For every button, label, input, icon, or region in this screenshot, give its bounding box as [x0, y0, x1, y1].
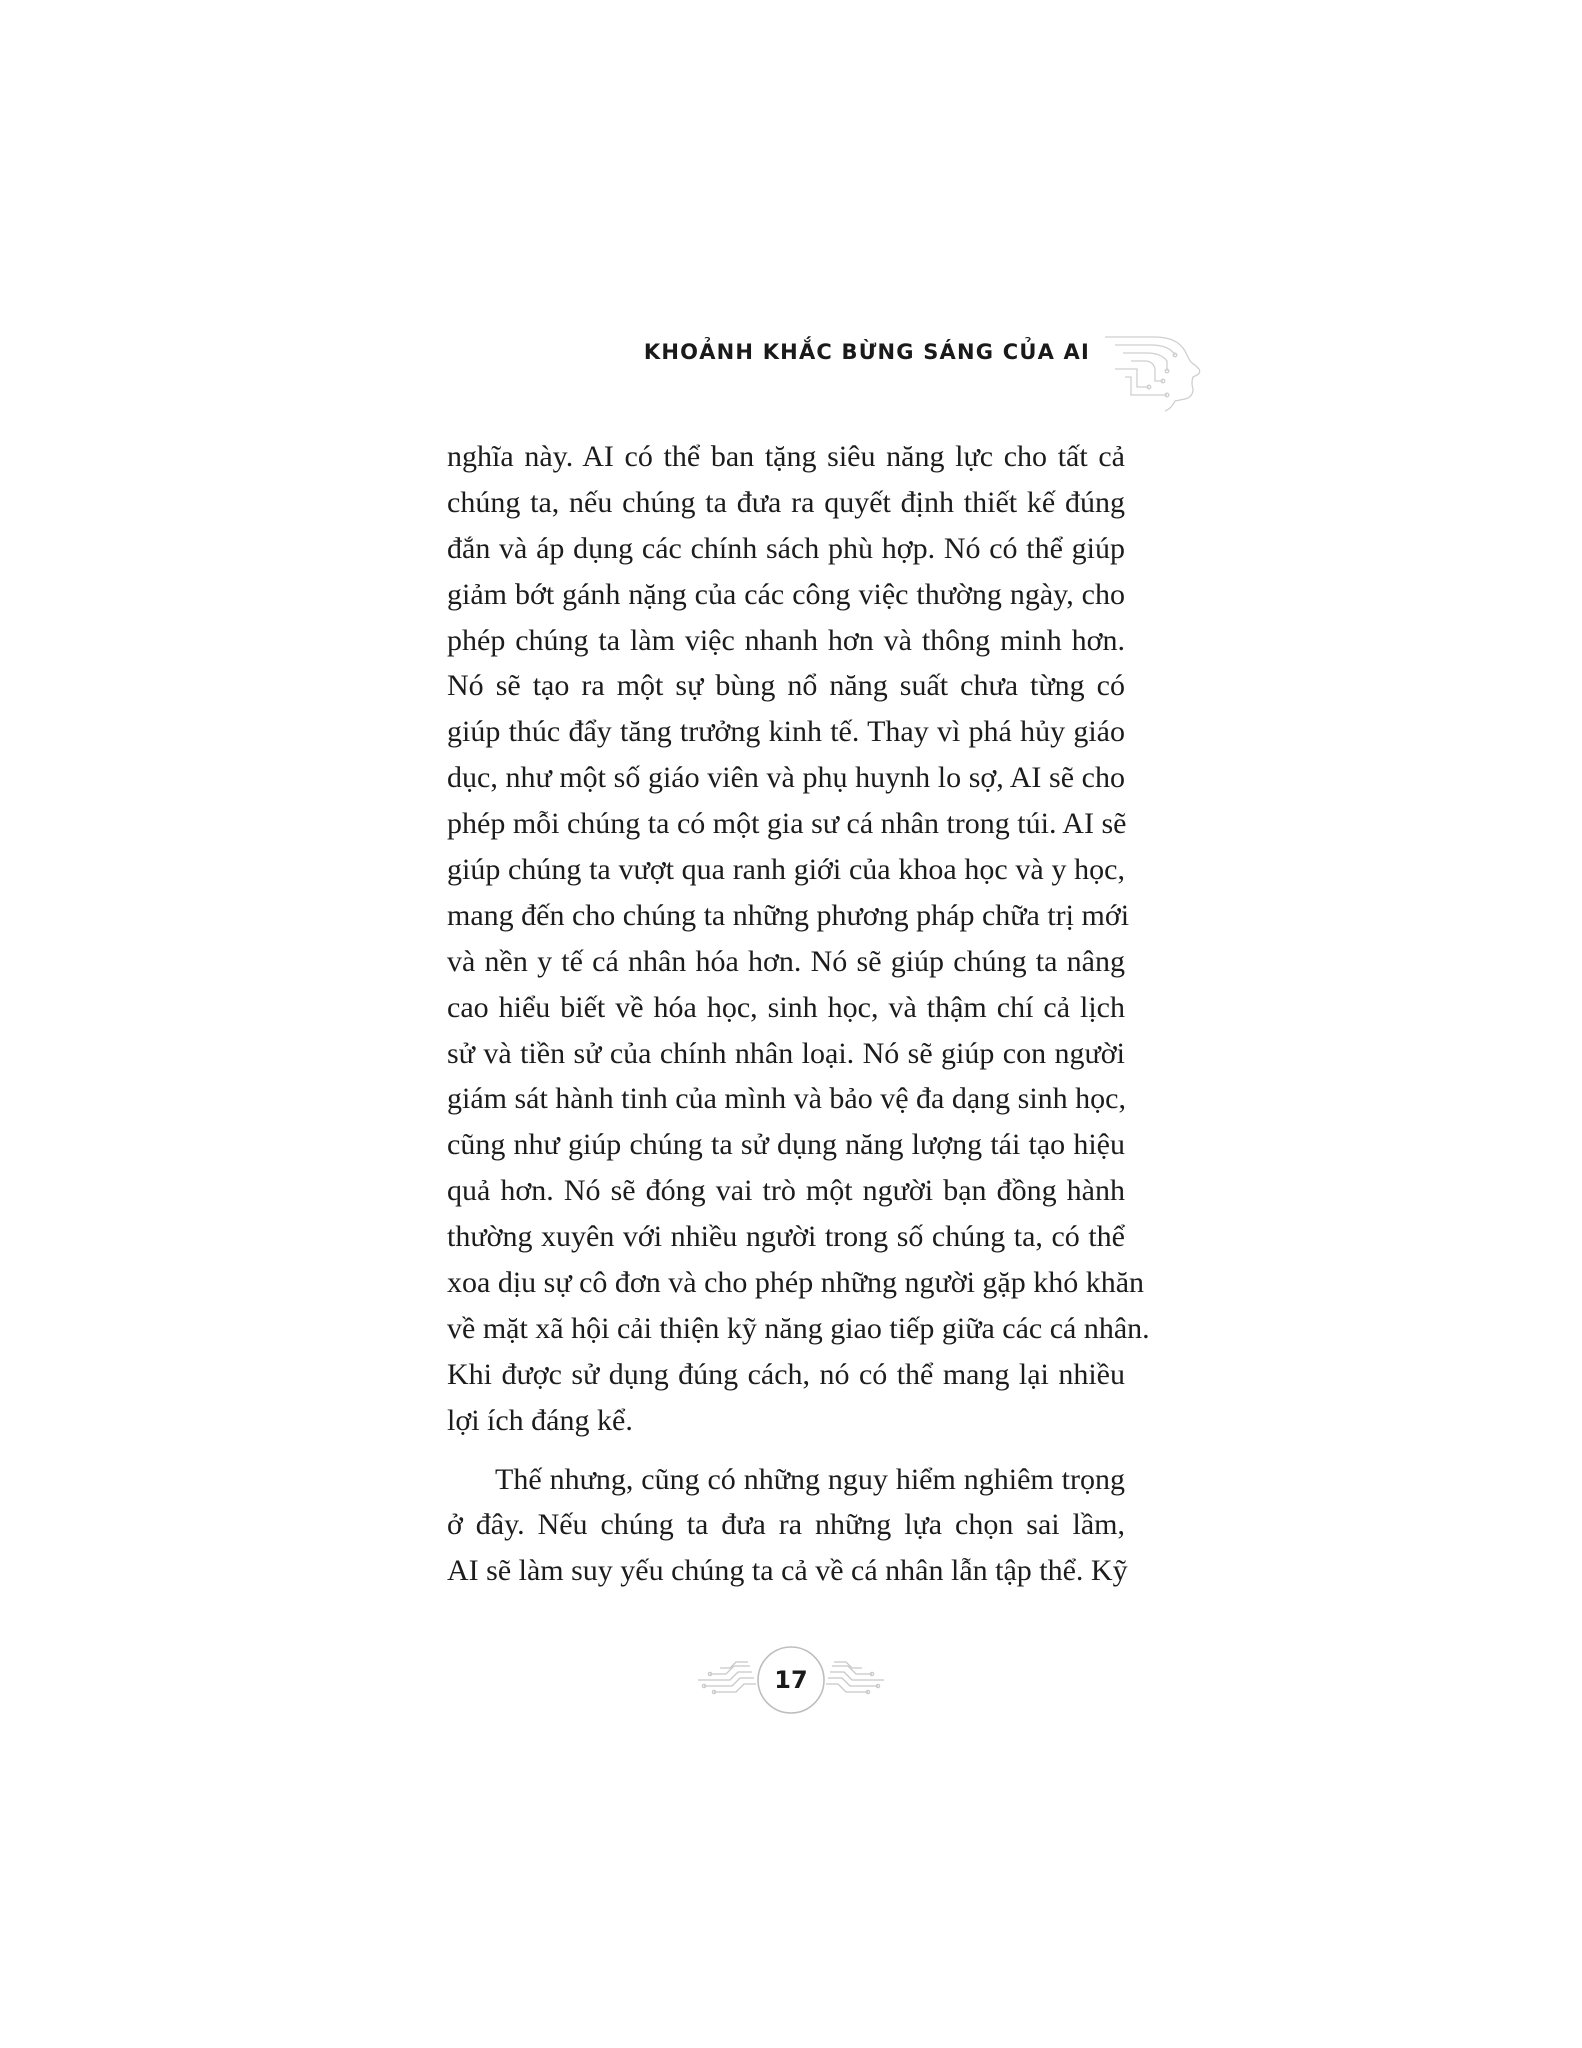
text-line: lợi ích đáng kể. — [447, 1403, 633, 1437]
text-line: dục, như một số giáo viên và phụ huynh lo sợ, AI sẽ cho — [447, 761, 1125, 795]
text-line: quả hơn. Nó sẽ đóng vai trò một người bạn đồng hành — [447, 1174, 1125, 1208]
text-line: phép chúng ta làm việc nhanh hơn và thông minh hơn. — [447, 623, 1125, 657]
text-line: Nó sẽ tạo ra một sự bùng nổ năng suất chưa từng có — [447, 669, 1125, 703]
text-line: phép mỗi chúng ta có một gia sư cá nhân trong túi. AI sẽ — [447, 807, 1127, 841]
paragraph-spacer — [447, 1444, 1125, 1457]
text-line: giúp thúc đẩy tăng trưởng kinh tế. Thay vì phá hủy giáo — [447, 715, 1125, 749]
body-text — [447, 434, 1150, 1594]
text-line: Thế nhưng, cũng có những nguy hiểm nghiêm trọng — [495, 1462, 1125, 1496]
text-line: giúp chúng ta vượt qua ranh giới của khoa học và y học, — [447, 853, 1125, 887]
text-line: cũng như giúp chúng ta sử dụng năng lượng tái tạo hiệu — [447, 1128, 1125, 1162]
text-line: sử và tiền sử của chính nhân loại. Nó sẽ giúp con người — [447, 1036, 1125, 1070]
text-line: giám sát hành tinh của mình và bảo vệ đa dạng sinh học, — [447, 1082, 1126, 1116]
text-line: thường xuyên với nhiều người trong số chúng ta, có thể — [447, 1220, 1125, 1254]
running-header: KHOẢNH KHẮC BỪNG SÁNG CỦA AI — [643, 340, 1090, 364]
text-line: đắn và áp dụng các chính sách phù hợp. Nó có thể giúp — [447, 531, 1125, 565]
text-line: về mặt xã hội cải thiện kỹ năng giao tiếp giữa các cá nhân. — [447, 1311, 1150, 1345]
text-line: nghĩa này. AI có thể ban tặng siêu năng lực cho tất cả — [447, 440, 1125, 473]
paragraph — [447, 434, 1150, 1444]
text-line: AI sẽ làm suy yếu chúng ta cả về cá nhân lẫn tập thể. Kỹ — [447, 1554, 1128, 1588]
text-line: và nền y tế cá nhân hóa hơn. Nó sẽ giúp chúng ta nâng — [447, 944, 1125, 978]
text-line: chúng ta, nếu chúng ta đưa ra quyết định thiết kế đúng — [447, 485, 1125, 519]
page-number: 17 — [774, 1666, 808, 1694]
text-line: cao hiểu biết về hóa học, sinh học, và thậm chí cả lịch — [447, 990, 1125, 1024]
text-line: mang đến cho chúng ta những phương pháp chữa trị mới — [447, 898, 1130, 932]
text-line: giảm bớt gánh nặng của các công việc thường ngày, cho — [447, 577, 1125, 611]
text-line: xoa dịu sự cô đơn và cho phép những người gặp khó khăn — [447, 1266, 1145, 1300]
circuit-head-icon — [1085, 325, 1215, 415]
paragraph — [447, 1457, 1128, 1595]
text-line: ở đây. Nếu chúng ta đưa ra những lựa chọn sai lầm, — [447, 1508, 1125, 1542]
text-line: Khi được sử dụng đúng cách, nó có thể mang lại nhiều — [447, 1357, 1125, 1391]
